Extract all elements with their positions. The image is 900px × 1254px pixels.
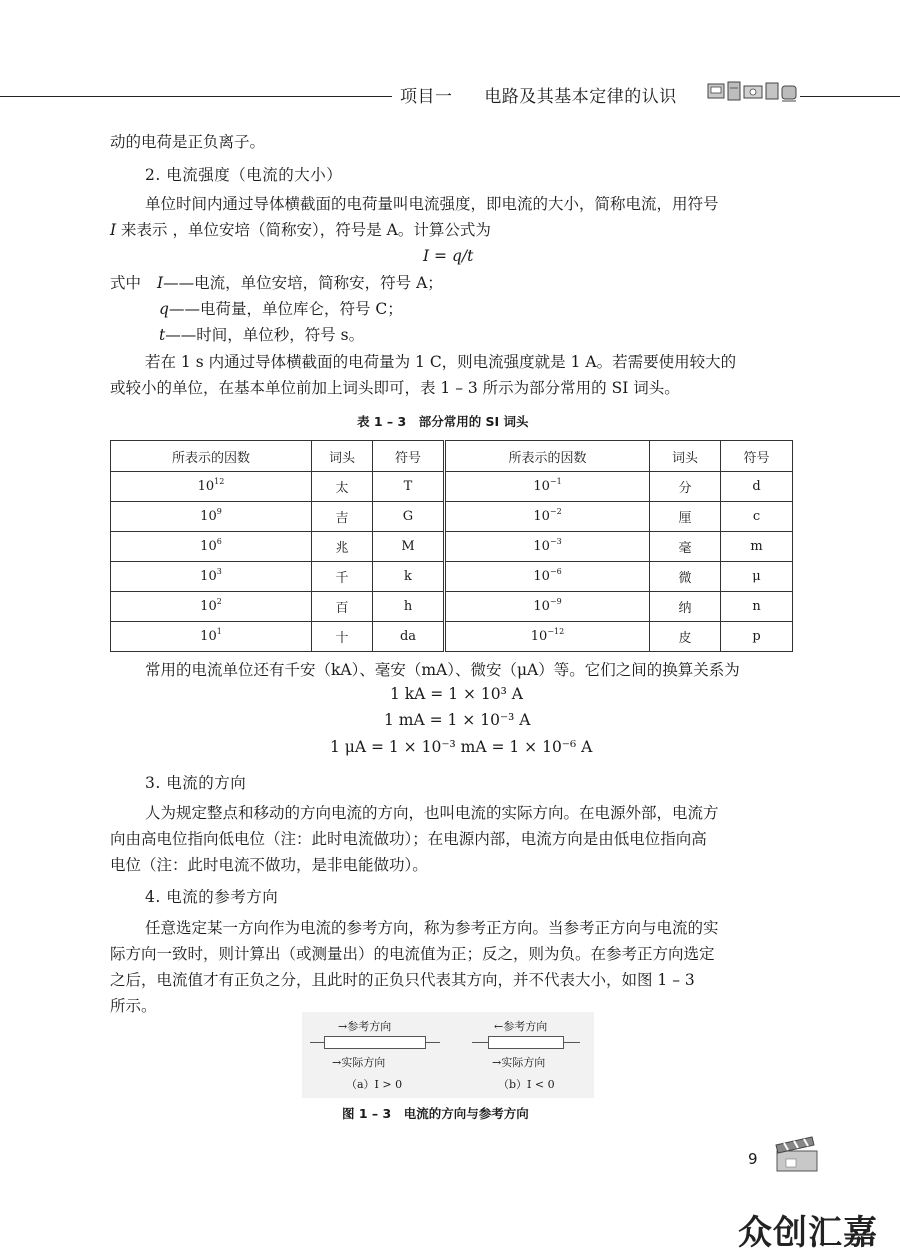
symbol-cell: m — [721, 532, 793, 562]
prefix-cell: 厘 — [650, 502, 721, 532]
factor-cell: $10^9$ — [111, 502, 312, 532]
figure-b-actual-label: →实际方向 — [492, 1056, 546, 1069]
table-header-prefix: 词头 — [312, 441, 373, 472]
table-header-symbol: 符号 — [721, 441, 793, 472]
symbol-cell: M — [373, 532, 445, 562]
factor-cell: $10^{-12}$ — [445, 622, 650, 652]
factor-cell: $10^{-1}$ — [445, 472, 650, 502]
table-row — [111, 472, 793, 502]
conversion-mA: 1 mA = 1 × 10⁻³ A — [384, 711, 531, 729]
header-rule-right — [800, 96, 900, 97]
factor-cell: $10^{-3}$ — [445, 532, 650, 562]
table-header-row — [111, 441, 793, 472]
table-header-factor: 所表示的因数 — [111, 441, 312, 472]
prefix-cell: 分 — [650, 472, 721, 502]
section-3-line-2: 向由高电位指向低电位（注：此时电流做功）；在电源内部，电流方向是由低电位指向高 — [110, 830, 707, 848]
section-4-line-2: 际方向一致时，则计算出（或测量出）的电流值为正；反之，则为负。在参考正方向选定 — [110, 945, 715, 963]
factor-cell: $10^{12}$ — [111, 472, 312, 502]
prefix-cell: 兆 — [312, 532, 373, 562]
section-4-line-1: 任意选定某一方向作为电流的参考方向，称为参考正方向。当参考正方向与电流的实 — [145, 919, 719, 937]
symbol-cell: G — [373, 502, 445, 532]
section-4-line-3: 之后，电流值才有正负之分，且此时的正负只代表其方向，并不代表大小，如图 1 – 3 — [110, 971, 695, 989]
figure-caption: 图 1 – 3 电流的方向与参考方向 — [342, 1106, 529, 1121]
figure-a-wire-left — [310, 1042, 324, 1043]
figure-b-resistor — [488, 1036, 564, 1049]
factor-cell: $10^{-9}$ — [445, 592, 650, 622]
symbol-cell: h — [373, 592, 445, 622]
conversion-kA: 1 kA = 1 × 10³ A — [390, 685, 523, 703]
factor-cell: $10^{-6}$ — [445, 562, 650, 592]
section-4-line-4: 所示。 — [110, 997, 157, 1015]
where-t: t——时间，单位秒，符号 s。 — [159, 326, 365, 344]
header-project: 项目一 — [400, 87, 453, 107]
prefix-cell: 十 — [312, 622, 373, 652]
prefix-cell: 吉 — [312, 502, 373, 532]
factor-cell: $10^1$ — [111, 622, 312, 652]
section-3-line-3: 电位（注：此时电流不做功，是非电能做功）。 — [110, 856, 428, 874]
conversion-uA: 1 μA = 1 × 10⁻³ mA = 1 × 10⁻⁶ A — [330, 738, 593, 756]
prefix-cell: 千 — [312, 562, 373, 592]
si-prefix-table — [110, 440, 793, 652]
prefix-cell: 微 — [650, 562, 721, 592]
symbol-cell: d — [721, 472, 793, 502]
section-2-title: 2. 电流强度（电流的大小） — [145, 166, 343, 184]
figure-b-wire-left — [472, 1042, 488, 1043]
section-2-paragraph-2-line-1: 若在 1 s 内通过导体横截面的电荷量为 1 C，则电流强度就是 1 A。若需要使用较大的 — [145, 353, 737, 371]
table-header-factor: 所表示的因数 — [445, 441, 650, 472]
prefix-cell: 太 — [312, 472, 373, 502]
figure-a-resistor — [324, 1036, 426, 1049]
table-row — [111, 502, 793, 532]
figure-a-reference-label: →参考方向 — [338, 1020, 392, 1033]
figure-a-wire-right — [426, 1042, 440, 1043]
symbol-I: I — [110, 221, 117, 239]
factor-cell: $10^{-2}$ — [445, 502, 650, 532]
running-header — [394, 82, 683, 107]
header-rule-left — [0, 96, 392, 97]
units-paragraph: 常用的电流单位还有千安（kA）、毫安（mA）、微安（μA）等。它们之间的换算关系为 — [145, 661, 740, 679]
section-2-paragraph-2-line-2: 或较小的单位，在基本单位前加上词头即可，表 1 – 3 所示为部分常用的 SI 词头。 — [110, 379, 680, 397]
factor-cell: $10^2$ — [111, 592, 312, 622]
section-3-line-1: 人为规定整点和移动的方向电流的方向，也叫电流的实际方向。在电源外部，电流方 — [145, 804, 719, 822]
prefix-cell: 毫 — [650, 532, 721, 562]
section-2-paragraph-1-line-2: I 来表示 ，单位安培（简称安），符号是 A。计算公式为 — [110, 221, 491, 239]
figure-a-actual-label: →实际方向 — [332, 1056, 386, 1069]
symbol-cell: T — [373, 472, 445, 502]
section-4-title: 4. 电流的参考方向 — [145, 888, 279, 906]
symbol-cell: k — [373, 562, 445, 592]
section-2-paragraph-1-line-1: 单位时间内通过导体横截面的电荷量叫电流强度，即电流的大小，简称电流，用符号 — [145, 195, 719, 213]
symbol-cell: c — [721, 502, 793, 532]
prefix-cell: 百 — [312, 592, 373, 622]
formula-current: I = q/t — [423, 247, 474, 265]
figure-b-reference-label: ←参考方向 — [494, 1020, 548, 1033]
watermark: 众创汇嘉 — [738, 1213, 878, 1253]
table-header-symbol: 符号 — [373, 441, 445, 472]
table-row — [111, 532, 793, 562]
prefix-cell: 纳 — [650, 592, 721, 622]
section-3-title: 3. 电流的方向 — [145, 774, 247, 792]
table-header-prefix: 词头 — [650, 441, 721, 472]
where-I: 式中 I——电流，单位安培，简称安，符号 A； — [110, 274, 443, 292]
table-row — [111, 562, 793, 592]
header-decoration-icon — [706, 80, 798, 104]
where-q: q——电荷量，单位库仑，符号 C； — [159, 300, 403, 318]
figure-current-direction — [302, 1012, 594, 1098]
paragraph-continued: 动的电荷是正负离子。 — [110, 133, 266, 151]
header-title: 电路及其基本定律的认识 — [484, 87, 677, 107]
prefix-cell: 皮 — [650, 622, 721, 652]
table-row — [111, 622, 793, 652]
symbol-cell: n — [721, 592, 793, 622]
table-row — [111, 592, 793, 622]
figure-b-wire-right — [564, 1042, 580, 1043]
symbol-cell: da — [373, 622, 445, 652]
table-caption: 表 1 – 3 部分常用的 SI 词头 — [357, 414, 529, 429]
symbol-cell: μ — [721, 562, 793, 592]
symbol-cell: p — [721, 622, 793, 652]
page-number: 9 — [748, 1150, 758, 1168]
figure-b-subcaption: （b）I < 0 — [498, 1078, 555, 1091]
figure-a-subcaption: （a）I > 0 — [346, 1078, 403, 1091]
factor-cell: $10^6$ — [111, 532, 312, 562]
factor-cell: $10^3$ — [111, 562, 312, 592]
clapperboard-icon — [772, 1135, 822, 1175]
